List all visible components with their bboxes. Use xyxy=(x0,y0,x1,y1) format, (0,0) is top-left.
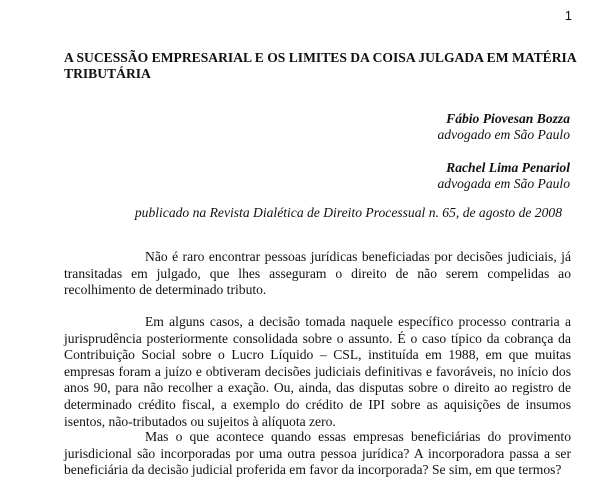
author-name: Fábio Piovesan Bozza xyxy=(446,111,570,126)
body-paragraph-3: Mas o que acontece quando essas empresas beneficiárias do provimento jurisdicional são incorporadas por uma outra pessoa jurídica? A incorporadora passa a ser beneficiária da decisão judicial proferida em favor da incorporada? Se sim, em que termos? xyxy=(64,429,571,478)
author-role: advogada em São Paulo xyxy=(437,176,570,191)
page-number: 1 xyxy=(564,8,572,23)
author-role: advogado em São Paulo xyxy=(437,127,570,142)
author-name: Rachel Lima Penariol xyxy=(446,160,570,175)
body-paragraph-2: Em alguns casos, a decisão tomada naquele específico processo contraria a jurisprudência posteriormente consolidada sobre o assunto. É o caso típico da cobrança da Contribuição Social sobre o Lucro Líquido – CSL, instituída em 1988, em que muitas empresas foram a juízo e obtiveram decisões judiciais definitivas e favoráveis, no início dos anos 90, para não recolher a exação. Ou, ainda, das disputas sobre o direito ao registro de determinado crédito fiscal, a exemplo do crédito de IPI sobre as aquisições de insumos isentos, não-tributados ou sujeitos à alíquota zero. xyxy=(64,314,571,429)
article-title: A SUCESSÃO EMPRESARIAL E OS LIMITES DA COISA JULGADA EM MATÉRIA TRIBUTÁRIA xyxy=(64,50,576,81)
author-block-2 xyxy=(437,160,570,192)
body-paragraph-1: Não é raro encontrar pessoas jurídicas beneficiadas por decisões judiciais, já transitadas em julgado, que lhes asseguram o direito de não serem compelidas ao recolhimento de determinado tributo. xyxy=(64,249,571,298)
publication-note: publicado na Revista Dialética de Direito Processual n. 65, de agosto de 2008 xyxy=(134,205,562,220)
author-block-1 xyxy=(437,111,570,143)
